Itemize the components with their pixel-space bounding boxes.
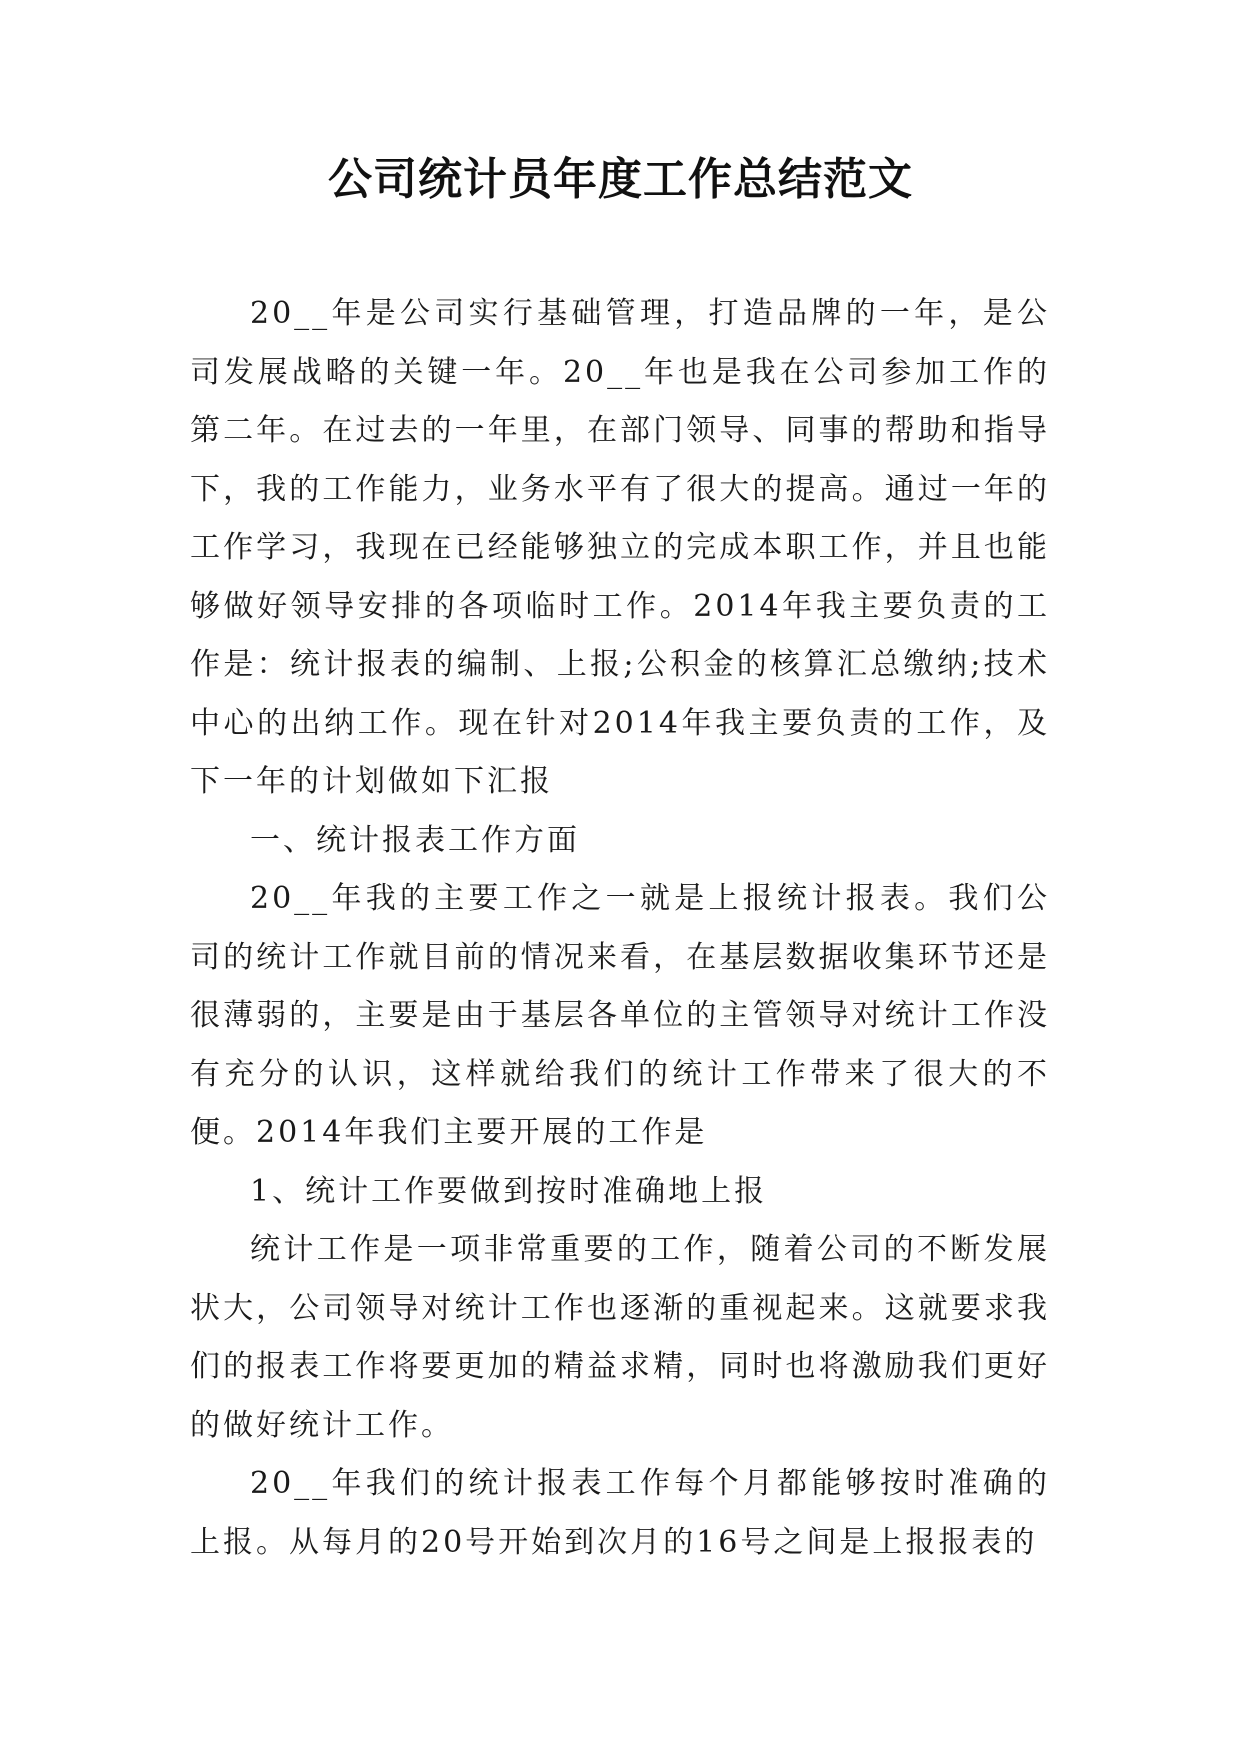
document-body	[190, 285, 1050, 1572]
paragraph-intro: 20__年是公司实行基础管理，打造品牌的一年，是公司发展战略的关键一年。20__年也是我在公司参加工作的第二年。在过去的一年里，在部门领导、同事的帮助和指导下，我的工作能力，业务水平有了很大的提高。通过一年的工作学习，我现在已经能够独立的完成本职工作，并且也能够做好领导安排的各项临时工作。2014年我主要负责的工作是：统计报表的编制、上报;公积金的核算汇总缴纳;技术中心的出纳工作。现在针对2014年我主要负责的工作，及下一年的计划做如下汇报	[190, 296, 1050, 799]
document-title: 公司统计员年度工作总结范文	[328, 154, 913, 205]
section-heading-statistics-reports: 一、统计报表工作方面	[250, 822, 580, 858]
subheading-timely-accurate-reporting: 1、统计工作要做到按时准确地上报	[250, 1173, 768, 1209]
paragraph-statistics-overview: 20__年我的主要工作之一就是上报统计报表。我们公司的统计工作就目前的情况来看，在基层数据收集环节还是很薄弱的，主要是由于基层各单位的主管领导对统计工作没有充分的认识，这样就给我们的统计工作带来了很大的不便。2014年我们主要开展的工作是	[190, 881, 1050, 1150]
paragraph-monthly-reporting: 20__年我们的统计报表工作每个月都能够按时准确的上报。从每月的20号开始到次月的16号之间是上报报表的	[190, 1466, 1050, 1560]
paragraph-statistics-importance: 统计工作是一项非常重要的工作，随着公司的不断发展状大，公司领导对统计工作也逐渐的重视起来。这就要求我们的报表工作将要更加的精益求精，同时也将激励我们更好的做好统计工作。	[190, 1232, 1050, 1443]
